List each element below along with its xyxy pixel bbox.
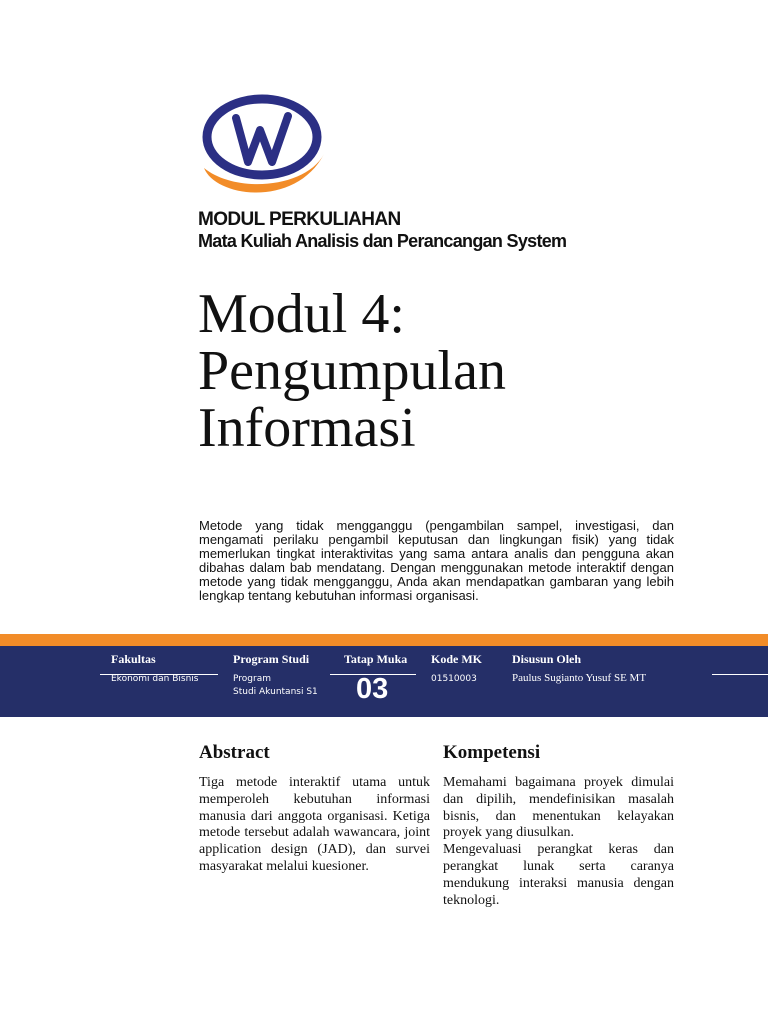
module-title [198, 283, 506, 459]
kompetensi-paragraph-2: Mengevaluasi perangkat keras dan perangkat lunak serta caranya mendukung interaksi manusia dengan teknologi. [443, 842, 674, 908]
prodi-label: Program Studi [233, 652, 310, 666]
disusun-value: Paulus Sugianto Yusuf SE MT [512, 672, 647, 684]
prodi-value-line-1: Program [233, 674, 271, 684]
abstract-title: Abstract [199, 742, 270, 763]
course-name: Mata Kuliah Analisis dan Perancangan System [198, 231, 567, 251]
abstract-text [199, 775, 430, 876]
tatap-value: 03 [356, 673, 389, 705]
course-heading [198, 210, 566, 252]
title-line-2: Pengumpulan [198, 340, 506, 402]
prodi-value-line-2: Studi Akuntansi S1 [233, 687, 318, 697]
kompetensi-title: Kompetensi [443, 742, 541, 763]
module-type-label: MODUL PERKULIAHAN [198, 209, 401, 230]
intro-paragraph: Metode yang tidak mengganggu (pengambilan sampel, investigasi, dan mengamati perilaku pengambil keputusan dan lingkungan fisik) yang tidak memerlukan tingkat interaktivitas yang sama antara analis dan pengguna akan dibahas dalam bab mendatang. Dengan menggunakan metode interaktif dengan metode yang tidak mengganggu, Anda akan mendapatkan gambaran yang lebih lengkap tentang kebutuhan informasi organisasi. [199, 518, 674, 603]
orange-band [0, 634, 768, 646]
kompetensi-text [443, 775, 674, 909]
fakultas-value: Ekonomi dan Bisnis [111, 674, 199, 684]
kode-label: Kode MK [431, 652, 482, 666]
university-logo-icon [196, 92, 328, 202]
fakultas-label: Fakultas [111, 652, 156, 666]
title-line-3: Informasi [198, 397, 416, 459]
tatap-label: Tatap Muka [344, 652, 408, 666]
kode-value: 01510003 [431, 674, 477, 684]
kompetensi-paragraph-1: Memahami bagaimana proyek dimulai dan dipilih, mendefinisikan masalah bisnis, dan menentukan kelayakan proyek yang diusulkan. [443, 775, 674, 841]
divider-line [712, 674, 768, 675]
title-line-1: Modul 4: [198, 283, 405, 345]
abstract-paragraph: Tiga metode interaktif utama untuk memperoleh kebutuhan informasi manusia dari anggota organisasi. Ketiga metode tersebut adalah wawancara, joint application design (JAD), dan survei masyarakat melalui kuesioner. [199, 775, 430, 874]
disusun-label: Disusun Oleh [512, 652, 582, 666]
